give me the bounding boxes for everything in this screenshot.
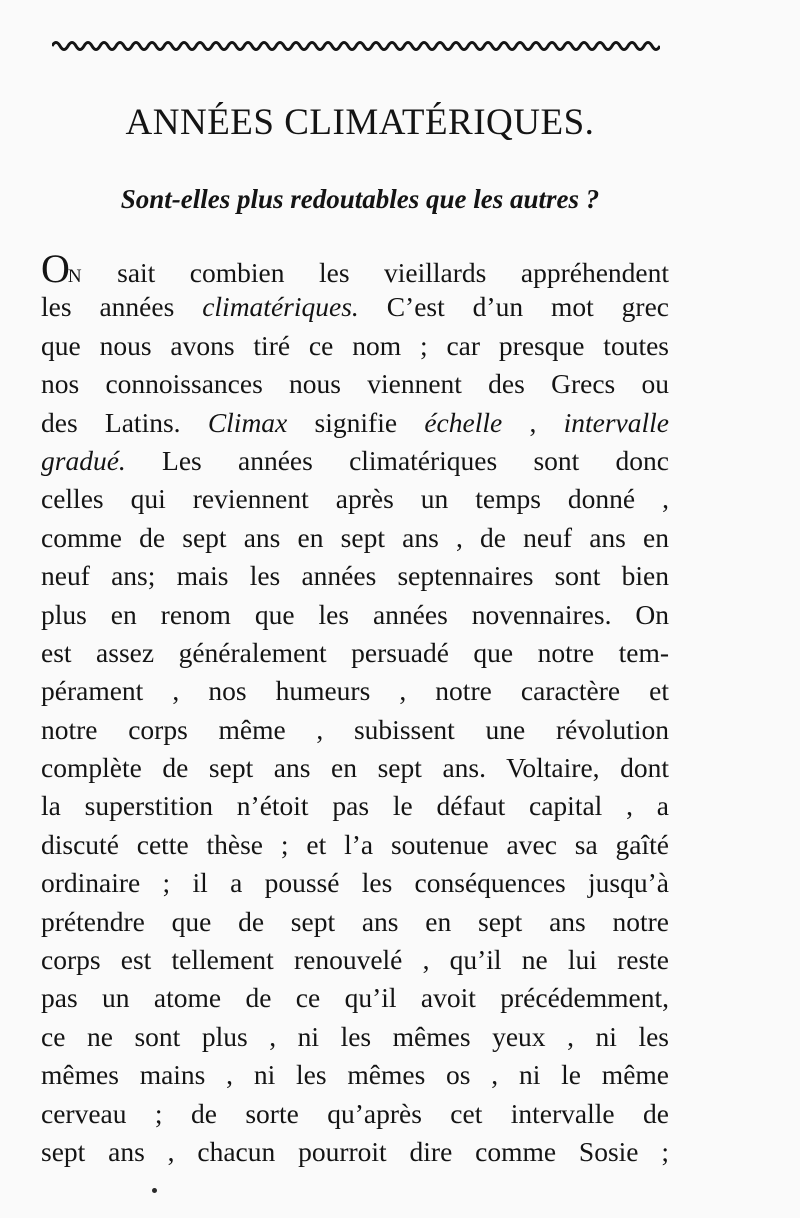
text-line — [41, 365, 669, 403]
text-line — [41, 864, 669, 902]
drop-cap: O — [41, 246, 68, 291]
text-segment: , — [502, 406, 564, 438]
chapter-subtitle: Sont-elles plus redoutables que les autres ? — [120, 184, 600, 214]
text-segment: comme de sept ans en sept ans , de neuf ans en — [41, 521, 669, 553]
text-segment: ce ne sont plus , ni les mêmes yeux , ni les — [41, 1020, 669, 1052]
text-segment: mêmes mains , ni les mêmes os , ni le même — [41, 1059, 669, 1091]
text-segment: sait combien les vieillards appréhendent — [82, 257, 669, 288]
chapter-title: ANNÉES CLIMATÉRIQUES. — [125, 102, 595, 143]
text-segment: corps est tellement renouvelé , qu’il ne lui reste — [41, 944, 669, 976]
text-line — [41, 596, 669, 634]
text-line — [41, 979, 669, 1017]
text-segment: nos connoissances nous viennent des Grecs ou — [41, 368, 669, 400]
ink-blot — [152, 1188, 157, 1193]
text-segment: prétendre que de sept ans en sept ans notre — [41, 905, 669, 937]
italic-text-segment: climatériques. — [202, 291, 359, 323]
text-line — [41, 327, 669, 365]
text-segment: la superstition n’étoit pas le défaut capital , a — [41, 790, 669, 822]
text-line — [41, 941, 669, 979]
text-line — [41, 1095, 669, 1133]
text-segment: complète de sept ans en sept ans. Voltaire, dont — [41, 752, 669, 784]
italic-text-segment: Climax — [207, 406, 288, 438]
text-line — [41, 1018, 669, 1056]
text-segment: plus en renom que les années novennaires. On — [41, 598, 669, 630]
text-line — [41, 672, 669, 710]
text-segment: cerveau ; de sorte qu’après cet intervalle de — [41, 1097, 669, 1129]
text-line — [41, 826, 669, 864]
text-line — [41, 519, 669, 557]
text-segment: Les années climatériques sont donc — [125, 444, 669, 476]
text-line — [41, 288, 669, 326]
text-segment: que nous avons tiré ce nom ; car presque toutes — [41, 329, 669, 361]
text-segment: pas un atome de ce qu’il avoit précédemment, — [41, 982, 669, 1014]
text-segment: est assez généralement persuadé que notre tem- — [41, 636, 669, 668]
text-segment: notre corps même , subissent une révolution — [41, 713, 669, 745]
text-line — [41, 787, 669, 825]
text-line — [41, 711, 669, 749]
text-segment: des Latins. — [41, 406, 208, 438]
wavy-ornament-line — [52, 43, 660, 50]
text-segment: discuté cette thèse ; et l’a soutenue avec sa gaîté — [41, 828, 669, 860]
text-line — [41, 480, 669, 518]
text-line — [41, 1056, 669, 1094]
decorative-rule-ornament — [52, 32, 660, 58]
text-line — [41, 404, 669, 442]
italic-text-segment: intervalle — [563, 406, 669, 438]
text-line — [41, 749, 669, 787]
text-line — [41, 442, 669, 480]
text-line — [41, 903, 669, 941]
text-segment: pérament , nos humeurs , notre caractère et — [41, 675, 669, 707]
text-segment: sept ans , chacun pourroit dire comme Sosie ; — [41, 1135, 669, 1167]
text-segment: ordinaire ; il a poussé les conséquences jusqu’à — [41, 867, 669, 899]
text-segment: N — [67, 266, 83, 287]
text-segment: signifie — [287, 406, 425, 438]
text-line — [41, 634, 669, 672]
italic-text-segment: échelle — [424, 406, 503, 438]
text-line — [41, 246, 669, 291]
body-paragraph — [41, 246, 669, 1171]
text-segment: C’est d’un mot grec — [358, 291, 669, 323]
text-line — [41, 1133, 669, 1171]
text-line — [41, 557, 669, 595]
text-segment: les années — [41, 291, 203, 323]
text-segment: neuf ans; mais les années septennaires sont bien — [41, 560, 669, 592]
italic-text-segment: gradué. — [41, 444, 126, 476]
text-segment: celles qui reviennent après un temps donné , — [41, 483, 669, 515]
